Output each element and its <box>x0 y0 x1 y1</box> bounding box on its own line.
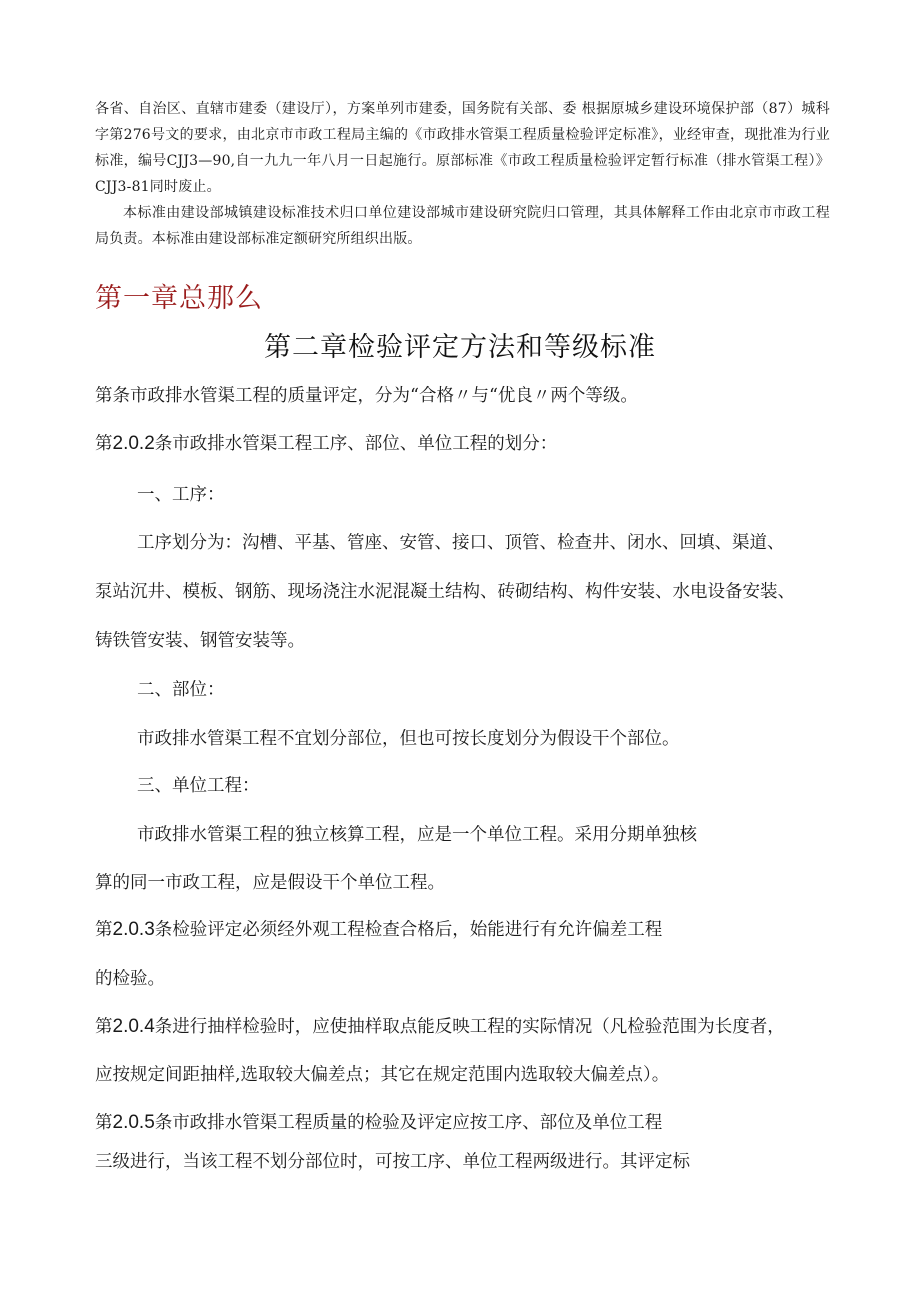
article-text: 条市政排水管渠工程工序、部位、单位工程的划分： <box>154 434 558 454</box>
article-text: 条检验评定必须经外观工程检查合格后，始能进行有允许偏差工程 <box>154 920 663 940</box>
intro-paragraph-1: 各省、自治区、直辖市建委（建设厅），方案单列市建委，国务院有关部、委 根据原城乡建设环境保护部（87）城科字第276号文的要求，由北京市市政工程局主编的《市政排水管渠工程质量检验评定标准》，业经审查，现批准为行业标准，编号CJJ3—90,自一九九一年八月一日起施行。原部标准《市政工程质量检验评定暂行标准（排水管渠工程）》CJJ3-81同时废止。 <box>95 101 830 195</box>
article-number: 2.0.5 <box>112 1112 155 1133</box>
section-1-line-1: 工序划分为：沟槽、平基、管座、安管、接口、顶管、检查井、闭水、回填、渠道、 <box>137 533 785 553</box>
article-prefix: 第 <box>95 1017 113 1037</box>
section-3-heading: 三、单位工程： <box>137 776 260 796</box>
section-2-heading: 二、部位： <box>137 680 225 700</box>
article-prefix: 第 <box>95 920 113 940</box>
section-3-line-1: 市政排水管渠工程的独立核算工程，应是一个单位工程。采用分期单独核 <box>137 825 697 845</box>
intro-paragraph-2: 本标准由建设部城镇建设标准技术归口单位建设部城市建设研究院归口管理，其具体解释工作由北京市市政工程局负责。本标准由建设部标准定额研究所组织出版。 <box>95 205 830 247</box>
article-2-0-1: 第条市政排水管渠工程的质量评定，分为“合格〃与“优良〃两个等级。 <box>95 386 638 406</box>
article-2-0-4-line-2: 应按规定间距抽样,选取较大偏差点；其它在规定范围内选取较大偏差点）。 <box>95 1065 670 1085</box>
section-1-heading: 一、工序： <box>137 485 225 505</box>
article-2-0-3-line-2: 的检验。 <box>95 969 165 989</box>
article-prefix: 第 <box>95 1113 113 1133</box>
article-2-0-4 <box>95 1013 785 1038</box>
article-number: 2.0.2 <box>112 433 155 454</box>
article-number: 2.0.4 <box>112 1016 155 1037</box>
article-2-0-5-line-2: 三级进行，当该工程不划分部位时，可按工序、单位工程两级进行。其评定标 <box>95 1152 690 1172</box>
article-text: 条市政排水管渠工程质量的检验及评定应按工序、部位及单位工程 <box>154 1113 663 1133</box>
intro-section <box>95 96 830 252</box>
article-text: 条进行抽样检验时，应使抽样取点能反映工程的实际情况（凡检验范围为长度者， <box>154 1017 785 1037</box>
article-2-0-3 <box>95 916 662 941</box>
section-1-line-3: 铸铁管安装、钢管安装等。 <box>95 631 305 651</box>
article-2-0-5 <box>95 1109 662 1134</box>
article-2-0-2 <box>95 430 557 455</box>
chapter-1-heading: 第一章总那么 <box>95 283 263 314</box>
article-prefix: 第 <box>95 434 113 454</box>
section-1-line-2: 泵站沉井、模板、钢筋、现场浇注水泥混凝土结构、砖砌结构、构件安装、水电设备安装、 <box>95 582 795 602</box>
chapter-2-heading: 第二章检验评定方法和等级标准 <box>264 332 656 363</box>
section-2-line-1: 市政排水管渠工程不宜划分部位，但也可按长度划分为假设干个部位。 <box>137 729 680 749</box>
section-3-line-2: 算的同一市政工程，应是假设干个单位工程。 <box>95 873 445 893</box>
article-number: 2.0.3 <box>112 919 155 940</box>
